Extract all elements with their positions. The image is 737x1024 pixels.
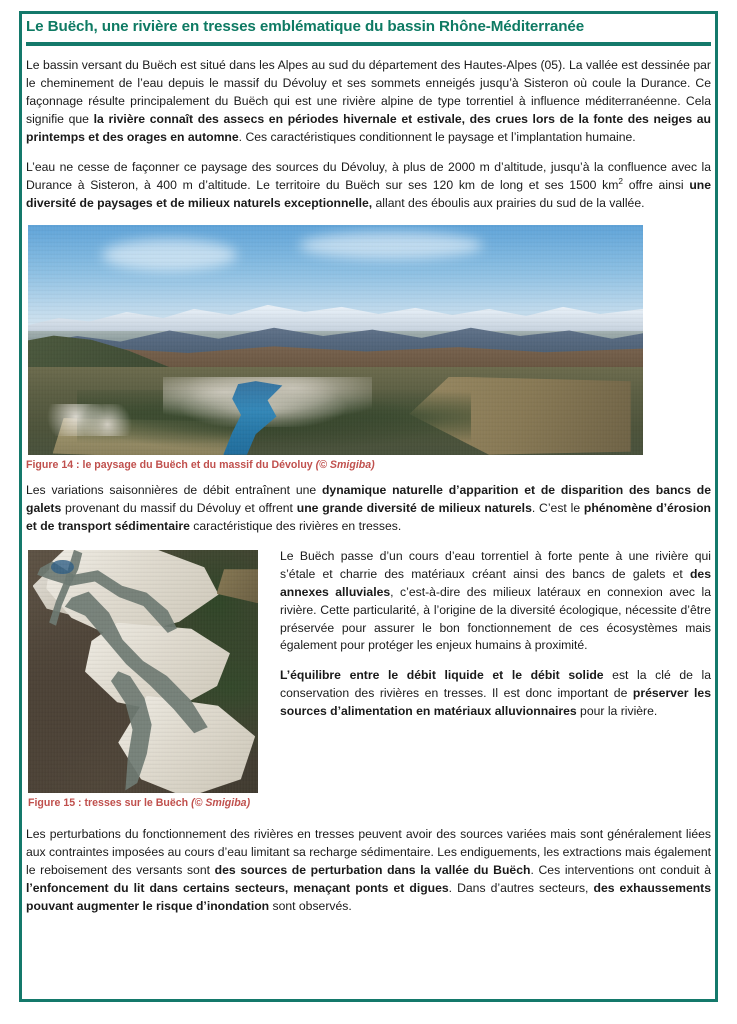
p6-bold-3: des exhaussements pouvant augmenter le risque d’inondation	[26, 880, 712, 913]
figure-14-caption	[26, 459, 711, 472]
p3-segment-1: Les variations saisonnières de débit entraînent une	[26, 482, 322, 497]
p1-segment-1: Le bassin versant du Buëch est situé dans les Alpes au sud du département des Hautes-Alpes (05). La vallée est dessinée par le cheminement de l’eau depuis le massif du Dévoluy et ses sommets enneigés jusqu’à Sisteron où coule la Durance. Ce façonnage résulte principalement du Buëch qui est une rivière alpine de type torrentiel à influence méditerranéenne. Cela signifie que	[26, 58, 711, 127]
figure-15-block	[28, 550, 258, 820]
page-title: Le Buëch, une rivière en tresses emblématique du bassin Rhône-Méditerranée	[26, 18, 585, 35]
paragraph-intro-bassin	[26, 57, 711, 147]
p4-segment-2: , c’est-à-dire des milieux latéraux en connexion avec la rivière. Cette particularité, à l’origine de la diversité écologique, nécessite d’être préservée pour assurer le bon fonctionnement de ces écosystèmes mais également pour protéger les enjeux humains à proximité.	[280, 584, 711, 653]
figure-15-caption	[28, 797, 258, 810]
figure-14-caption-credit: (© Smigiba)	[315, 458, 375, 471]
p3-segment-2: provenant du massif du Dévoluy et offrent	[61, 500, 297, 515]
paragraph-variations-saisonnieres	[26, 482, 711, 536]
p5-segment-1: est la clé de la conservation des rivières en tresses. Il est donc important de	[280, 668, 712, 701]
p5-bold-1: L’équilibre entre le débit liquide et le débit solide	[280, 668, 604, 683]
p2-segment-1: L’eau ne cesse de façonner ce paysage des sources du Dévoluy, à plus de 2000 m d’altitude, jusqu’à la confluence avec la Durance à Sisteron, à 400 m d’altitude. Le territoire du Buëch sur ses 120 km de long et ses 1500 km	[26, 159, 711, 192]
p1-bold-1: la rivière connaît des assecs en périodes hivernale et estivale, des crues lors de la fonte des neiges au printemps et des orages en automne	[26, 112, 711, 144]
paragraph-perturbations	[26, 826, 711, 916]
figure-15-caption-credit: (© Smigiba)	[191, 796, 251, 809]
figure-14-image	[28, 225, 643, 455]
figure-15-and-text	[26, 548, 711, 826]
p6-segment-2: . Ces interventions ont conduit à	[530, 862, 711, 877]
figure-15-caption-label: Figure 15 : tresses sur le Buëch	[28, 796, 192, 809]
p2-bold-1: une diversité de paysages et de milieux naturels exceptionnelle,	[26, 177, 711, 210]
p2-segment-3: allant des éboulis aux prairies du sud de la vallée.	[372, 195, 645, 210]
p4-segment-1: Le Buëch passe d’un cours d’eau torrentiel à forte pente à une rivière qui s’étale et charrie des matériaux créant ainsi des bancs de galets et	[280, 548, 711, 581]
paragraph-altitude-diversite	[26, 159, 711, 213]
p6-segment-4: sont observés.	[269, 898, 352, 913]
aerial-photo-grain	[28, 550, 258, 793]
p3-segment-3: . C’est le	[531, 500, 584, 515]
figure-15-image	[28, 550, 258, 793]
figure-14-caption-label: Figure 14 : le paysage du Buëch et du massif du Dévoluy	[26, 458, 316, 471]
p6-segment-3: . Dans d’autres secteurs,	[448, 880, 594, 895]
landscape-photo-grain	[28, 225, 643, 455]
p2-segment-2: offre ainsi	[622, 177, 690, 192]
title-divider	[26, 42, 711, 46]
p4-bold-1: des annexes alluviales	[280, 566, 711, 599]
p3-bold-2: une grande diversité de milieux naturels	[296, 500, 532, 515]
p3-bold-3: phénomène d’érosion et de transport sédimentaire	[26, 500, 711, 533]
p5-bold-2: préserver les sources d’alimentation en matériaux alluvionnaires	[280, 686, 711, 719]
figure-14-block	[26, 225, 711, 472]
p6-bold-2: l’enfoncement du lit dans certains secteurs, menaçant ponts et digues	[26, 880, 449, 895]
p6-segment-1: Les perturbations du fonctionnement des rivières en tresses peuvent avoir des sources variées mais sont généralement liées aux contraintes imposées au cours d’eau limitant sa recharge sédimentaire. Les endiguements, les extractions mais également le reboisement des versants sont	[26, 827, 711, 877]
p3-bold-1: dynamique naturelle d’apparition et de disparition des bancs de galets	[26, 482, 711, 515]
p1-segment-2: . Ces caractéristiques conditionnent le paysage et l’implantation humaine.	[238, 129, 636, 144]
p2-superscript-exponent: 2	[618, 175, 623, 186]
p5-segment-2: pour la rivière.	[576, 704, 658, 719]
p6-bold-1: des sources de perturbation dans la vallée du Buëch	[214, 862, 531, 877]
p3-segment-4: caractéristique des rivières en tresses.	[189, 518, 402, 533]
